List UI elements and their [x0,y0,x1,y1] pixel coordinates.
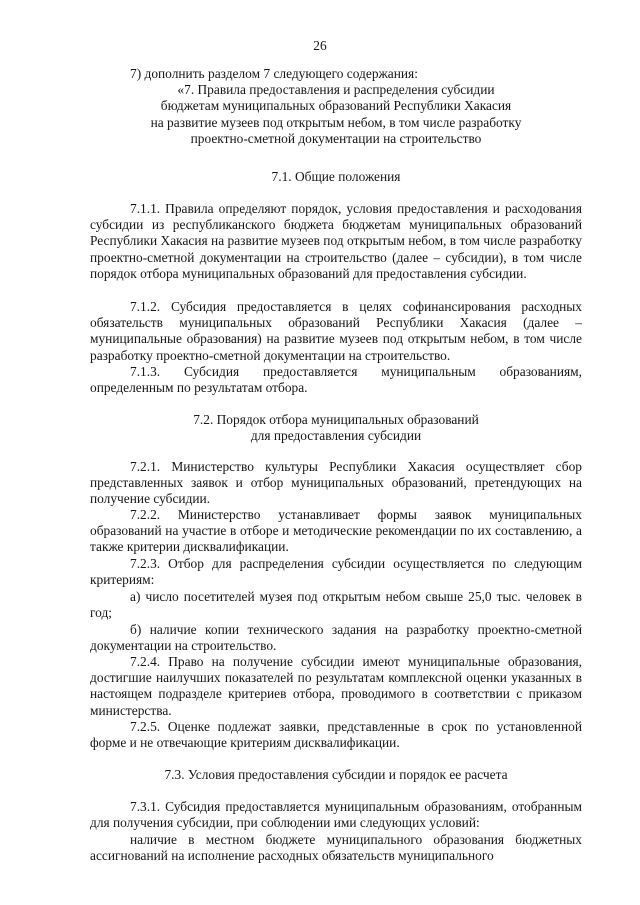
paragraph-7-1-3: 7.1.3. Субсидия предоставляется муниципальным образованиям, определенным по результатам отбора. [90,364,582,396]
paragraph-7-2-4: 7.2.4. Право на получение субсидии имеют муниципальные образования, достигшие наилучших показателей по результатам комплексной оценки указанных в настоящем подразделе критериев отбора, проводимого в соответствии с приказом министерства. [90,654,582,718]
paragraph-7-2-3: 7.2.3. Отбор для распределения субсидии осуществляется по следующим критериям: [90,556,582,588]
condition-1: наличие в местном бюджете муниципального образования бюджетных ассигнований на исполнение расходных обязательств муниципального [90,832,582,864]
criterion-b: б) наличие копии технического задания на разработку проектно-сметной документации на строительство. [90,622,582,654]
paragraph-7-2-2: 7.2.2. Министерство устанавливает формы заявок муниципальных образований на участие в отборе и методические рекомендации по их составлению, а также критерии дисквалификации. [90,507,582,555]
rules-title-line-2: бюджетам муниципальных образований Республики Хакасия [160,98,512,114]
paragraph-7-3-1: 7.3.1. Субсидия предоставляется муниципальным образованиям, отобранным для получения субсидии, при соблюдении ими следующих условий: [90,799,582,831]
page-number: 26 [313,38,327,53]
amendment-intro: 7) дополнить разделом 7 следующего содержания: [130,66,418,81]
paragraph-7-2-1: 7.2.1. Министерство культуры Республики Хакасия осуществляет сбор представленных заявок и отбор муниципальных образований, претендующих на получение субсидии. [90,459,582,507]
paragraph-7-2-5: 7.2.5. Оценке подлежат заявки, представленные в срок по установленной форме и не отвечающие критериям дисквалификации. [90,719,582,751]
rules-title-line-3: на развитие музеев под открытым небом, в том числе разработку [150,114,522,130]
rules-title-line-1: «7. Правила предоставления и распределения субсидии [177,82,495,98]
paragraph-7-1-1: 7.1.1. Правила определяют порядок, условия предоставления и расходования субсидии из республиканского бюджета бюджетам муниципальных образований Республики Хакасия на развитие музеев под открытым небом, в том числе разработку проектно-сметной документации на строительство (далее – субсидии), в том числе порядок отбора муниципальных образований для предоставления субсидии. [90,201,582,281]
section-heading-7-2 [90,412,582,444]
amendment-title-block [90,66,582,147]
rules-title-line-4: проектно-сметной документации на строительство [190,130,482,146]
criterion-a: а) число посетителей музея под открытым небом свыше 25,0 тыс. человек в год; [90,589,582,621]
section-heading-7-1: 7.1. Общие положения [271,169,401,184]
section-heading-7-3: 7.3. Условия предоставления субсидии и порядок ее расчета [164,767,508,782]
section-heading-7-2-line-2: для предоставления субсидии [250,428,422,444]
section-heading-7-2-line-1: 7.2. Порядок отбора муниципальных образований [193,412,479,427]
paragraph-7-1-2: 7.1.2. Субсидия предоставляется в целях софинансирования расходных обязательств муниципальных образований Республики Хакасия (далее – муниципальные образования) на развитие музеев под открытым небом, в том числе разработку проектно-сметной документации на строительство. [90,299,582,363]
